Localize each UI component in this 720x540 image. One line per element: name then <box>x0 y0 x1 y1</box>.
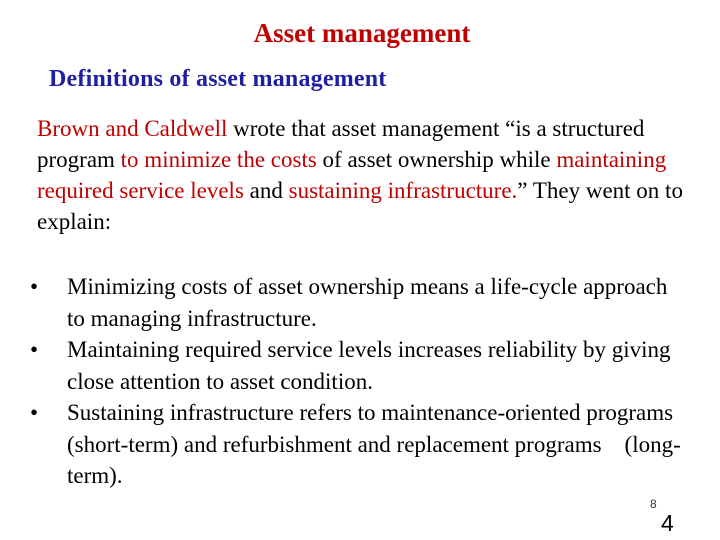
bullet-list <box>30 271 690 492</box>
bullet-item <box>30 334 690 397</box>
slide-title: Asset management <box>253 18 471 48</box>
bullet-text: Sustaining infrastructure refers to maintenance-oriented programs (short-term) and refurbishment and replacement programs (long-term). <box>67 400 691 488</box>
body-text: wrote that asset management “is a structured program <box>37 116 645 172</box>
body-text: ” They went on to explain: <box>37 178 683 234</box>
highlight-text: to minimize the costs <box>120 147 317 172</box>
highlight-text: maintaining required service levels <box>37 147 667 203</box>
slide-number-large: 4 <box>661 510 674 536</box>
highlight-text: sustaining infrastructure. <box>288 178 518 203</box>
bullet-text: Maintaining required service levels increases reliability by giving close attention to asset condition. <box>67 337 671 394</box>
slide-number-small: 8 <box>650 497 657 511</box>
bullet-icon: • <box>30 400 39 425</box>
highlight-text: Brown and Caldwell <box>37 116 228 141</box>
bullet-icon: • <box>30 274 39 299</box>
intro-paragraph <box>37 113 707 237</box>
slide-subtitle: Definitions of asset management <box>49 66 387 92</box>
bullet-icon: • <box>30 337 39 362</box>
body-text: and <box>243 178 289 203</box>
body-text: of asset ownership while <box>316 147 557 172</box>
bullet-text: Minimizing costs of asset ownership means a life-cycle approach to managing infrastructure. <box>67 274 668 331</box>
bullet-item <box>30 271 690 334</box>
bullet-item <box>30 397 690 492</box>
